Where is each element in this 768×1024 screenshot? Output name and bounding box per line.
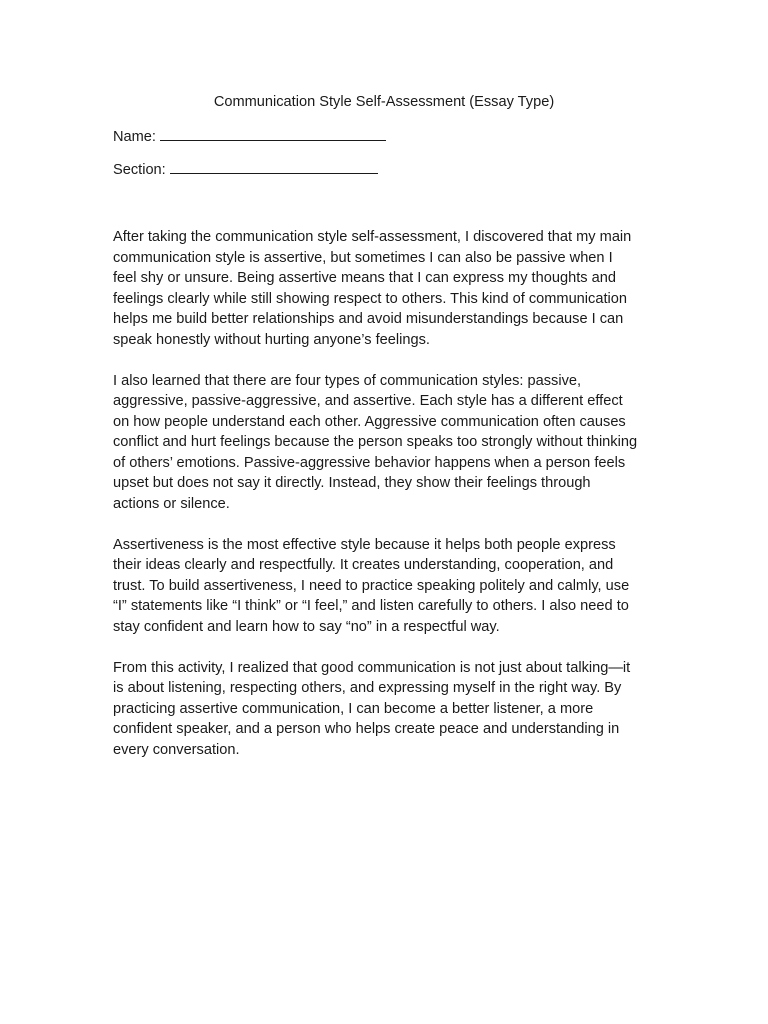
paragraph-line: I also learned that there are four types of communication styles: passive, — [113, 372, 582, 389]
paragraph-line: upset but does not say it directly. Instead, they show their feelings through — [113, 475, 591, 491]
paragraph-line: trust. To build assertiveness, I need to practice speaking politely and calmly, use — [113, 577, 630, 594]
name-blank-line — [160, 126, 386, 141]
paragraph-line: actions or silence. — [113, 495, 230, 512]
paragraph-line: feel shy or unsure. Being assertive means that I can express my thoughts and — [113, 270, 616, 286]
paragraph-line: on how people understand each other. Aggressive communication often causes — [113, 413, 626, 430]
essay-paragraph-4 — [113, 658, 661, 761]
paragraph-line: every conversation. — [113, 741, 240, 758]
paragraph-line: confident speaker, and a person who helps create peace and understanding in — [113, 721, 620, 737]
essay-paragraph-2 — [113, 371, 661, 515]
paragraph-line: feelings clearly while still showing respect to others. This kind of communication — [113, 290, 627, 307]
section-blank-line — [170, 159, 378, 174]
essay-paragraph-1 — [113, 227, 661, 350]
paragraph-line: helps me build better relationships and avoid misunderstandings because I can — [113, 311, 624, 327]
name-field — [113, 126, 386, 146]
section-label: Section: — [113, 162, 166, 178]
paragraph-line: aggressive, passive-aggressive, and assertive. Each style has a different effect — [113, 393, 623, 409]
paragraph-line: stay confident and learn how to say “no” in a respectful way. — [113, 618, 500, 635]
paragraph-line: conflict and hurt feelings because the person speaks too strongly without thinking — [113, 434, 638, 450]
paragraph-line: communication style is assertive, but sometimes I can also be passive when I — [113, 249, 613, 266]
paragraph-line: practicing assertive communication, I can become a better listener, a more — [113, 700, 594, 717]
document-title: Communication Style Self-Assessment (Essay Type) — [213, 94, 555, 110]
paragraph-line: “I” statements like “I think” or “I feel,” and listen carefully to others. I also need to — [113, 598, 629, 614]
paragraph-line: After taking the communication style self-assessment, I discovered that my main — [113, 229, 632, 245]
paragraph-line: speak honestly without hurting anyone’s feelings. — [113, 331, 430, 348]
essay-paragraph-3 — [113, 535, 661, 638]
paragraph-line: From this activity, I realized that good communication is not just about talking—it — [113, 659, 631, 676]
paragraph-line: of others’ emotions. Passive-aggressive behavior happens when a person feels — [113, 454, 626, 471]
name-label: Name: — [113, 129, 156, 145]
paragraph-line: their ideas clearly and respectfully. It creates understanding, cooperation, and — [113, 557, 614, 573]
section-field — [113, 159, 378, 179]
paragraph-line: Assertiveness is the most effective style because it helps both people express — [113, 536, 616, 553]
essay-body — [113, 227, 661, 760]
paragraph-line: is about listening, respecting others, and expressing myself in the right way. By — [113, 680, 622, 696]
